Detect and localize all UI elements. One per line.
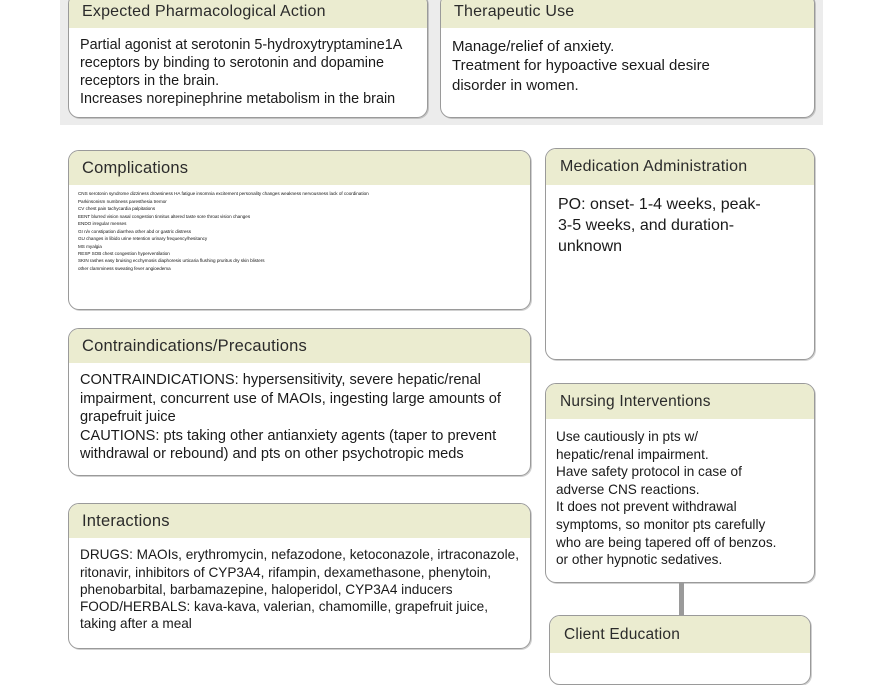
complications-line-9: RESP SOB chest congestion hyperventilation — [78, 250, 170, 256]
complications-line-7: GU changes in libido urine retention urinary frequency/hesitancy — [78, 236, 208, 242]
complications-line-10: SKIN rashes easy bruising ecchymosis diaphoresis urticaria flushing pruritus dry skin blisters — [78, 258, 265, 264]
complications-line-6: GI n/v constipation diarrhea other abd or gastric distress — [78, 228, 191, 234]
complications-line-1: CNS serotonin syndrome dizziness drowsiness HA fatigue insomnia excitement personality changes weakness nervousness lack of coordination — [78, 191, 369, 197]
card-expected-pharmacological-action[interactable] — [68, 0, 428, 118]
nursing-interventions-line-1: Use cautiously in pts w/ — [556, 429, 699, 445]
complications-line-8: MS myalgia — [78, 243, 102, 249]
medication-administration-line-1: PO: onset- 1-4 weeks, peak- — [558, 195, 761, 213]
card-header-therapeutic-use: Therapeutic Use — [441, 0, 814, 28]
card-body-expected-action — [69, 28, 427, 114]
contraindications-line-2: impairment, concurrent use of MAOIs, ingesting large amounts of — [80, 390, 501, 407]
card-header-expected-action: Expected Pharmacological Action — [69, 0, 427, 28]
complications-line-3: CV chest pain tachycardia palpitations — [78, 206, 156, 212]
nursing-interventions-line-6: symptoms, so monitor pts carefully — [556, 517, 766, 533]
contraindications-line-3: grapefruit juice — [80, 409, 176, 426]
card-client-education[interactable] — [549, 615, 811, 685]
nursing-interventions-line-2: hepatic/renal impairment. — [556, 446, 709, 462]
card-complications[interactable] — [68, 150, 531, 310]
expected-action-line-2: receptors by binding to serotonin and dopamine — [80, 54, 385, 71]
card-header-medication-administration: Medication Administration — [546, 149, 814, 185]
medication-administration-line-3: unknown — [558, 237, 623, 255]
nursing-interventions-line-7: who are being tapered off of benzos. — [556, 534, 777, 550]
contraindications-line-1: CONTRAINDICATIONS: hypersensitivity, severe hepatic/renal — [80, 372, 481, 389]
card-header-complications: Complications — [69, 151, 530, 185]
nursing-interventions-line-4: adverse CNS reactions. — [556, 481, 700, 497]
complications-line-5: ENDO irregular menses — [78, 221, 127, 227]
card-body-nursing-interventions — [546, 419, 814, 577]
card-header-client-education: Client Education — [550, 616, 810, 653]
card-body-therapeutic-use — [441, 28, 814, 102]
expected-action-line-3: receptors in the brain. — [80, 72, 220, 89]
interactions-line-3: phenobarbital, barbamazepine, haloperidol, CYP3A4 inducers — [80, 581, 453, 597]
therapeutic-use-line-2: Treatment for hypoactive sexual desire — [452, 57, 710, 75]
interactions-line-1: DRUGS: MAOIs, erythromycin, nefazodone, ketoconazole, irtraconazole, — [80, 547, 519, 563]
card-header-contraindications: Contraindications/Precautions — [69, 329, 530, 363]
card-header-nursing-interventions: Nursing Interventions — [546, 384, 814, 419]
nursing-interventions-line-3: Have safety protocol in case of — [556, 464, 742, 480]
interactions-line-5: taking after a meal — [80, 616, 192, 632]
card-contraindications-precautions[interactable] — [68, 328, 531, 476]
card-therapeutic-use[interactable] — [440, 0, 815, 118]
card-body-contraindications — [69, 363, 530, 471]
therapeutic-use-line-3: disorder in women. — [452, 76, 579, 94]
therapeutic-use-line-1: Manage/relief of anxiety. — [452, 37, 615, 55]
nursing-interventions-line-5: It does not prevent withdrawal — [556, 499, 737, 515]
medication-administration-line-2: 3-5 weeks, and duration- — [558, 216, 735, 234]
expected-action-line-4: Increases norepinephrine metabolism in the brain — [80, 90, 396, 107]
interactions-line-2: ritonavir, inhibitors of CYP3A4, rifampin, dexamethasone, phenytoin, — [80, 564, 492, 580]
card-header-interactions: Interactions — [69, 504, 530, 538]
connector-nursing-to-client-education — [679, 583, 684, 616]
card-body-medication-administration — [546, 185, 814, 267]
card-body-complications — [69, 185, 530, 276]
complications-line-11: other clamminess sweating fever angioedema — [78, 265, 171, 271]
card-interactions[interactable] — [68, 503, 531, 649]
card-medication-administration[interactable] — [545, 148, 815, 360]
interactions-line-4: FOOD/HERBALS: kava-kava, valerian, chamomille, grapefruit juice, — [80, 599, 488, 615]
complications-line-2: Parkinsonism numbness paresthesia tremor — [78, 198, 167, 204]
card-body-interactions — [69, 538, 530, 640]
nursing-interventions-line-8: or other hypnotic sedatives. — [556, 552, 723, 568]
card-nursing-interventions[interactable] — [545, 383, 815, 583]
contraindications-line-5: withdrawal or rebound) and pts on other psychotropic meds — [80, 445, 464, 462]
complications-line-4: EENT blurred vision nasal congestion tinnitus altered taste sore throat vision changes — [78, 213, 251, 219]
expected-action-line-1: Partial agonist at serotonin 5-hydroxytryptamine1A — [80, 36, 403, 53]
contraindications-line-4: CAUTIONS: pts taking other antianxiety agents (taper to prevent — [80, 427, 497, 444]
